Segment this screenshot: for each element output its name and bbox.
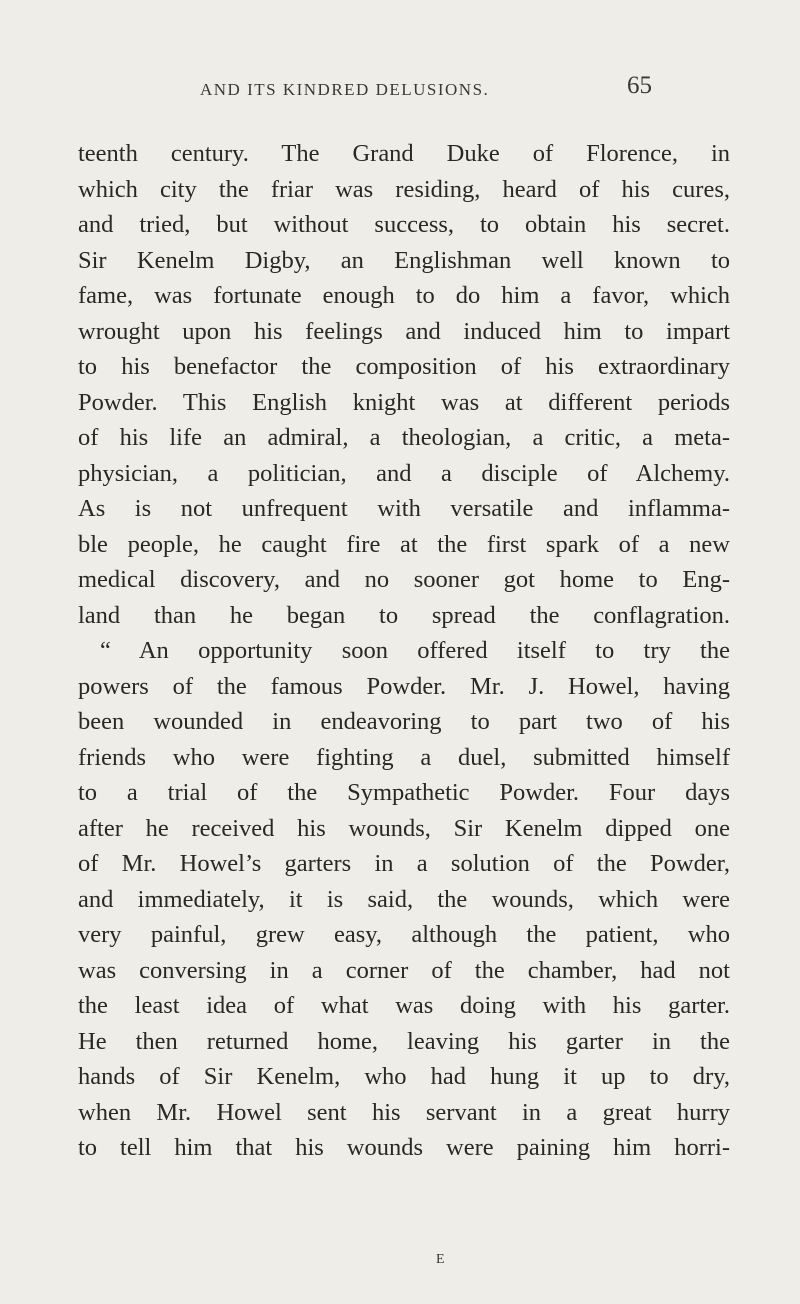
text-line: powers of the famous Powder. Mr. J. Howel, having bbox=[78, 672, 730, 700]
page-number: 65 bbox=[627, 72, 652, 99]
text-line: and tried, but without success, to obtain his secret. bbox=[78, 211, 730, 238]
text-line: to his benefactor the composition of his extraordinary bbox=[78, 353, 730, 380]
text-line: physician, a politician, and a disciple of Alchemy. bbox=[78, 459, 730, 487]
text-line: He then returned home, leaving his garter in the bbox=[78, 1027, 730, 1055]
paragraph-start-line: “ An opportunity soon offered itself to try the bbox=[100, 637, 730, 664]
text-line: ble people, he caught fire at the first spark of a new bbox=[78, 530, 730, 558]
text-line: the least idea of what was doing with his garter. bbox=[78, 992, 730, 1019]
text-line: of his life an admiral, a theologian, a critic, a meta- bbox=[78, 424, 730, 451]
text-line: to a trial of the Sympathetic Powder. Four days bbox=[78, 779, 730, 806]
text-line: friends who were fighting a duel, submitted himself bbox=[78, 743, 730, 771]
text-line: after he received his wounds, Sir Kenelm dipped one bbox=[78, 814, 730, 842]
text-line: which city the friar was residing, heard of his cures, bbox=[78, 175, 730, 203]
text-line: medical discovery, and no sooner got home to Eng- bbox=[78, 566, 730, 593]
text-line: teenth century. The Grand Duke of Florence, in bbox=[78, 140, 730, 167]
text-line: to tell him that his wounds were paining him horri- bbox=[78, 1134, 730, 1161]
text-line: Sir Kenelm Digby, an Englishman well known to bbox=[78, 246, 730, 274]
text-line: wrought upon his feelings and induced him to impart bbox=[78, 317, 730, 345]
text-line: hands of Sir Kenelm, who had hung it up to dry, bbox=[78, 1063, 730, 1090]
text-line: very painful, grew easy, although the patient, who bbox=[78, 921, 730, 948]
text-line: Powder. This English knight was at different periods bbox=[78, 388, 730, 416]
text-line: land than he began to spread the conflagration. bbox=[78, 601, 730, 629]
running-title: AND ITS KINDRED DELUSIONS. bbox=[200, 80, 490, 99]
text-line: of Mr. Howel’s garters in a solution of the Powder, bbox=[78, 850, 730, 877]
text-line: been wounded in endeavoring to part two of his bbox=[78, 708, 730, 735]
signature-mark: E bbox=[436, 1252, 445, 1267]
body-text bbox=[78, 136, 730, 1166]
text-line: fame, was fortunate enough to do him a favor, which bbox=[78, 282, 730, 309]
text-line: As is not unfrequent with versatile and inflamma- bbox=[78, 495, 730, 522]
text-line: and immediately, it is said, the wounds, which were bbox=[78, 885, 730, 913]
text-line: when Mr. Howel sent his servant in a great hurry bbox=[78, 1098, 730, 1126]
text-line: was conversing in a corner of the chamber, had not bbox=[78, 956, 730, 984]
